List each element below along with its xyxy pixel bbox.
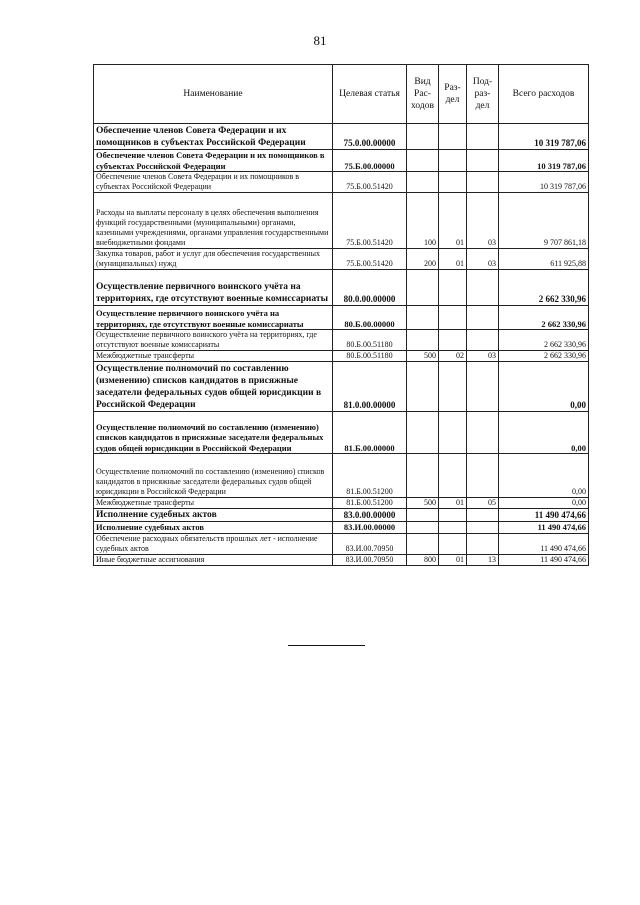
cell-total: 2 662 330,96 — [499, 351, 589, 362]
cell-name: Осуществление первичного воинского учёта на территориях, где отсутствуют военные комиссариаты — [94, 270, 333, 306]
table-row — [94, 498, 589, 509]
header-name: Наименование — [94, 65, 333, 124]
footer-rule — [288, 645, 365, 646]
header-target: Целевая статья — [333, 65, 407, 124]
table-header-row — [94, 65, 589, 124]
cell-target: 80.Б.00.51180 — [333, 330, 407, 351]
table-row — [94, 124, 589, 150]
cell-section — [439, 533, 467, 554]
cell-target: 83.0.00.00000 — [333, 509, 407, 522]
cell-target: 75.Б.00.51420 — [333, 249, 407, 270]
cell-section — [439, 509, 467, 522]
cell-subsection: 03 — [467, 193, 499, 249]
cell-target: 80.Б.00.00000 — [333, 306, 407, 330]
cell-target: 81.Б.00.51200 — [333, 454, 407, 498]
cell-subsection: 03 — [467, 351, 499, 362]
cell-total: 0,00 — [499, 362, 589, 412]
cell-name: Обеспечение членов Совета Федерации и их помощников в субъектах Российской Федерации — [94, 150, 333, 172]
cell-target: 75.Б.00.51420 — [333, 193, 407, 249]
cell-name: Межбюджетные трансферты — [94, 351, 333, 362]
cell-target: 83.И.00.70950 — [333, 533, 407, 554]
cell-name: Исполнение судебных актов — [94, 522, 333, 534]
cell-section — [439, 306, 467, 330]
cell-total: 10 319 787,06 — [499, 172, 589, 193]
header-section: Раз-дел — [439, 65, 467, 124]
cell-target: 83.И.00.00000 — [333, 522, 407, 534]
cell-section: 01 — [439, 554, 467, 565]
table-row — [94, 306, 589, 330]
cell-kind — [407, 522, 439, 534]
table-row — [94, 509, 589, 522]
cell-name: Обеспечение расходных обязательств прошлых лет - исполнение судебных актов — [94, 533, 333, 554]
table-row — [94, 270, 589, 306]
cell-target: 81.Б.00.00000 — [333, 412, 407, 454]
cell-total: 11 490 474,66 — [499, 533, 589, 554]
cell-subsection: 13 — [467, 554, 499, 565]
cell-name: Осуществление полномочий по составлению (изменению) списков кандидатов в присяжные заседатели федеральных судов общей юрисдикции в Российской Федерации — [94, 362, 333, 412]
cell-kind — [407, 306, 439, 330]
page-number: 81 — [313, 33, 327, 48]
cell-kind — [407, 124, 439, 150]
cell-target: 80.Б.00.51180 — [333, 351, 407, 362]
cell-section — [439, 454, 467, 498]
cell-total: 10 319 787,06 — [499, 124, 589, 150]
cell-kind: 100 — [407, 193, 439, 249]
cell-section — [439, 172, 467, 193]
cell-name: Межбюджетные трансферты — [94, 498, 333, 509]
cell-total: 0,00 — [499, 454, 589, 498]
cell-total: 611 925,88 — [499, 249, 589, 270]
cell-kind: 200 — [407, 249, 439, 270]
table-row — [94, 172, 589, 193]
cell-total: 2 662 330,96 — [499, 306, 589, 330]
expenditure-table — [93, 64, 589, 566]
cell-total: 11 490 474,66 — [499, 522, 589, 534]
cell-total: 11 490 474,66 — [499, 554, 589, 565]
table-row — [94, 362, 589, 412]
cell-kind: 800 — [407, 554, 439, 565]
cell-subsection — [467, 454, 499, 498]
cell-section — [439, 124, 467, 150]
cell-subsection: 05 — [467, 498, 499, 509]
table-row — [94, 351, 589, 362]
cell-total: 0,00 — [499, 412, 589, 454]
cell-name: Осуществление полномочий по составлению (изменению) списков кандидатов в присяжные заседатели федеральных судов общей юрисдикции в Российской Федерации — [94, 454, 333, 498]
table-row — [94, 533, 589, 554]
cell-name: Закупка товаров, работ и услуг для обеспечения государственных (муниципальных) нужд — [94, 249, 333, 270]
cell-kind — [407, 454, 439, 498]
cell-kind — [407, 509, 439, 522]
cell-kind — [407, 150, 439, 172]
table-row — [94, 193, 589, 249]
cell-section: 01 — [439, 498, 467, 509]
cell-target: 81.Б.00.51200 — [333, 498, 407, 509]
table-row — [94, 150, 589, 172]
cell-subsection — [467, 150, 499, 172]
cell-name: Исполнение судебных актов — [94, 509, 333, 522]
cell-section — [439, 270, 467, 306]
cell-section — [439, 412, 467, 454]
table-row — [94, 249, 589, 270]
cell-kind — [407, 533, 439, 554]
cell-target: 81.0.00.00000 — [333, 362, 407, 412]
cell-name: Расходы на выплаты персоналу в целях обеспечения выполнения функций государственными (муниципальными) органами, казенными учреждениями, органами управления государственными внебюджетными фондами — [94, 193, 333, 249]
cell-total: 2 662 330,96 — [499, 270, 589, 306]
cell-name: Осуществление полномочий по составлению (изменению) списков кандидатов в присяжные заседатели федеральных судов общей юрисдикции в Российской Федерации — [94, 412, 333, 454]
cell-section — [439, 522, 467, 534]
cell-total: 2 662 330,96 — [499, 330, 589, 351]
cell-total: 0,00 — [499, 498, 589, 509]
header-kind: Вид Рас-ходов — [407, 65, 439, 124]
cell-section — [439, 150, 467, 172]
cell-section: 01 — [439, 249, 467, 270]
cell-subsection: 03 — [467, 249, 499, 270]
cell-kind — [407, 412, 439, 454]
cell-name: Осуществление первичного воинского учёта на территориях, где отсутствуют военные комиссариаты — [94, 306, 333, 330]
cell-subsection — [467, 330, 499, 351]
table-row — [94, 522, 589, 534]
cell-total: 11 490 474,66 — [499, 509, 589, 522]
cell-name: Обеспечение членов Совета Федерации и их помощников в субъектах Российской Федерации — [94, 124, 333, 150]
cell-name: Обеспечение членов Совета Федерации и их помощников в субъектах Российской Федерации — [94, 172, 333, 193]
table-row — [94, 454, 589, 498]
header-subsection: Под-раз-дел — [467, 65, 499, 124]
cell-subsection — [467, 412, 499, 454]
cell-kind — [407, 362, 439, 412]
cell-subsection — [467, 509, 499, 522]
cell-kind: 500 — [407, 498, 439, 509]
cell-total: 9 707 861,18 — [499, 193, 589, 249]
cell-total: 10 319 787,06 — [499, 150, 589, 172]
cell-kind — [407, 172, 439, 193]
cell-section: 02 — [439, 351, 467, 362]
cell-subsection — [467, 362, 499, 412]
cell-section — [439, 362, 467, 412]
cell-target: 75.0.00.00000 — [333, 124, 407, 150]
table-row — [94, 330, 589, 351]
cell-subsection — [467, 172, 499, 193]
cell-subsection — [467, 522, 499, 534]
table-body — [94, 124, 589, 566]
table-row — [94, 412, 589, 454]
cell-name: Иные бюджетные ассигнования — [94, 554, 333, 565]
cell-subsection — [467, 124, 499, 150]
cell-section: 01 — [439, 193, 467, 249]
cell-subsection — [467, 306, 499, 330]
table-row — [94, 554, 589, 565]
cell-subsection — [467, 270, 499, 306]
header-total: Всего расходов — [499, 65, 589, 124]
cell-target: 80.0.00.00000 — [333, 270, 407, 306]
cell-subsection — [467, 533, 499, 554]
cell-target: 83.И.00.70950 — [333, 554, 407, 565]
cell-name: Осуществление первичного воинского учёта на территориях, где отсутствуют военные комиссариаты — [94, 330, 333, 351]
cell-target: 75.Б.00.00000 — [333, 150, 407, 172]
cell-kind — [407, 270, 439, 306]
cell-kind: 500 — [407, 351, 439, 362]
cell-target: 75.Б.00.51420 — [333, 172, 407, 193]
cell-section — [439, 330, 467, 351]
cell-kind — [407, 330, 439, 351]
